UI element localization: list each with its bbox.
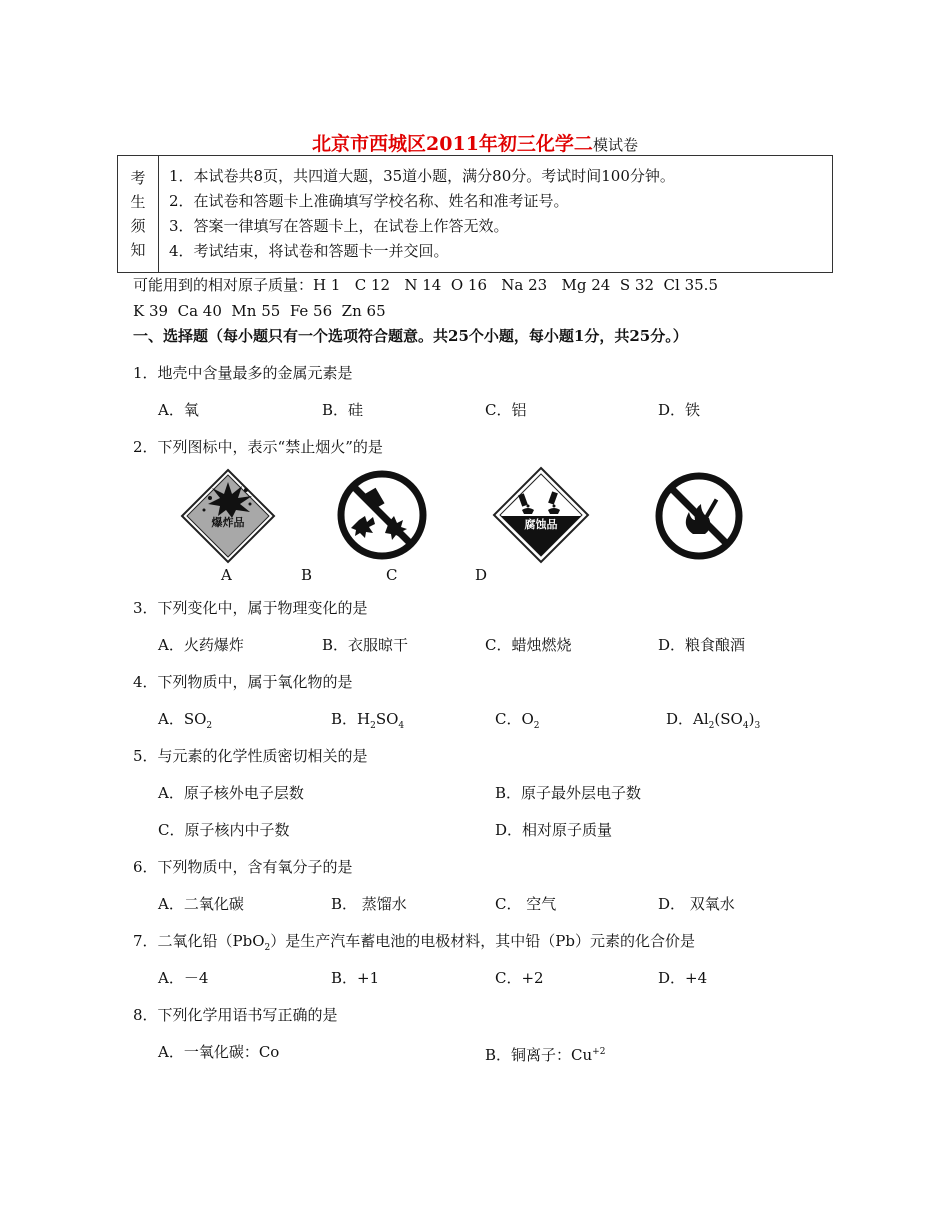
explosive-sign-label: 爆炸品 <box>211 516 245 529</box>
instructions-header-char: 知 <box>130 241 146 259</box>
question-7-option-d: D．+4 <box>658 969 708 987</box>
question-7-option-a: A．－4 <box>158 969 209 987</box>
atomic-masses-line-1: 可能用到的相对原子质量：H 1 C 12 N 14 O 16 Na 23 Mg 24 S 32 Cl 35.5 <box>133 276 718 294</box>
question-1-option-a: A．氧 <box>158 401 199 419</box>
question-5-option-a: A．原子核外电子层数 <box>158 784 304 802</box>
no-fireworks-sign-icon <box>337 470 427 560</box>
question-6-option-b: B． 蒸馏水 <box>331 895 407 913</box>
question-8-option-b: B．铜离子：$Cu^{+2}$ <box>485 1046 606 1064</box>
instructions-header-char: 考 <box>130 169 146 187</box>
question-4-option-c: C．$O_2$ <box>495 710 540 731</box>
question-1-option-b: B．硅 <box>322 401 364 419</box>
question-6-option-c: C． 空气 <box>495 895 557 913</box>
question-7-option-b: B．+1 <box>331 969 380 987</box>
atomic-masses-line-2: K 39 Ca 40 Mn 55 Fe 56 Zn 65 <box>133 302 386 320</box>
question-5-option-b: B．原子最外层电子数 <box>495 784 642 802</box>
instruction-item: 4．考试结束，将试卷和答题卡一并交回。 <box>169 242 449 260</box>
instructions-header-char: 生 <box>130 193 146 211</box>
exam-title <box>0 129 950 156</box>
exam-title-main: 北京市西城区2011年初三化学二 <box>312 133 593 155</box>
corrosive-sign-label: 腐蚀品 <box>524 518 558 531</box>
question-5-option-d: D．相对原子质量 <box>495 821 613 839</box>
instruction-item: 3．答案一律填写在答题卡上，在试卷上作答无效。 <box>169 217 509 235</box>
question-3-option-c: C．蜡烛燃烧 <box>485 636 572 654</box>
question-2-label-a: A <box>221 566 232 584</box>
question-8-stem: 8．下列化学用语书写正确的是 <box>133 1006 338 1024</box>
question-1-option-d: D．铁 <box>658 401 701 419</box>
question-2-label-b: B <box>301 566 313 584</box>
no-fire-sign-icon <box>655 472 743 560</box>
question-4-option-b: B．$H_2SO_4$ <box>331 710 405 731</box>
question-7-stem: 7．二氧化铅（PbO$_2$）是生产汽车蓄电池的电极材料，其中铅（Pb）元素的化合价是 <box>133 932 695 953</box>
question-4-option-a: A．$SO_2$ <box>158 710 213 731</box>
question-2-label-c: C <box>386 566 398 584</box>
question-8-option-a: A．一氧化碳：Co <box>158 1043 280 1061</box>
question-4-option-d: D．$Al_2(SO_4)_3$ <box>666 710 761 731</box>
question-1-stem: 1．地壳中含量最多的金属元素是 <box>133 364 353 382</box>
question-5-stem: 5．与元素的化学性质密切相关的是 <box>133 747 368 765</box>
question-1-option-c: C．铝 <box>485 401 527 419</box>
question-4-stem: 4．下列物质中，属于氧化物的是 <box>133 673 353 691</box>
instruction-item: 2．在试卷和答题卡上准确填写学校名称、姓名和准考证号。 <box>169 192 569 210</box>
question-3-option-d: D．粮食酿酒 <box>658 636 746 654</box>
section-1-title: 一、选择题（每小题只有一个选项符合题意。共25个小题，每小题1分，共25分。） <box>133 327 688 345</box>
explosive-hazard-sign-icon <box>180 468 276 564</box>
instructions-header <box>118 156 159 273</box>
question-5-option-c: C．原子核内中子数 <box>158 821 290 839</box>
question-6-option-d: D． 双氧水 <box>658 895 735 913</box>
instructions-list <box>159 156 833 273</box>
instructions-header-char: 须 <box>130 217 146 235</box>
instruction-item: 1．本试卷共8页，共四道大题，35道小题，满分80分。考试时间100分钟。 <box>169 167 675 185</box>
question-7-option-c: C．+2 <box>495 969 544 987</box>
question-6-stem: 6．下列物质中，含有氧分子的是 <box>133 858 353 876</box>
instructions-box <box>117 155 833 273</box>
question-2-label-d: D <box>475 566 488 584</box>
question-3-option-b: B．衣服晾干 <box>322 636 409 654</box>
question-6-option-a: A．二氧化碳 <box>158 895 244 913</box>
question-2-stem: 2．下列图标中，表示“禁止烟火”的是 <box>133 438 383 456</box>
exam-title-suffix: 模试卷 <box>592 136 638 154</box>
corrosive-hazard-sign-icon <box>492 466 590 564</box>
question-3-stem: 3．下列变化中，属于物理变化的是 <box>133 599 368 617</box>
question-3-option-a: A．火药爆炸 <box>158 636 244 654</box>
